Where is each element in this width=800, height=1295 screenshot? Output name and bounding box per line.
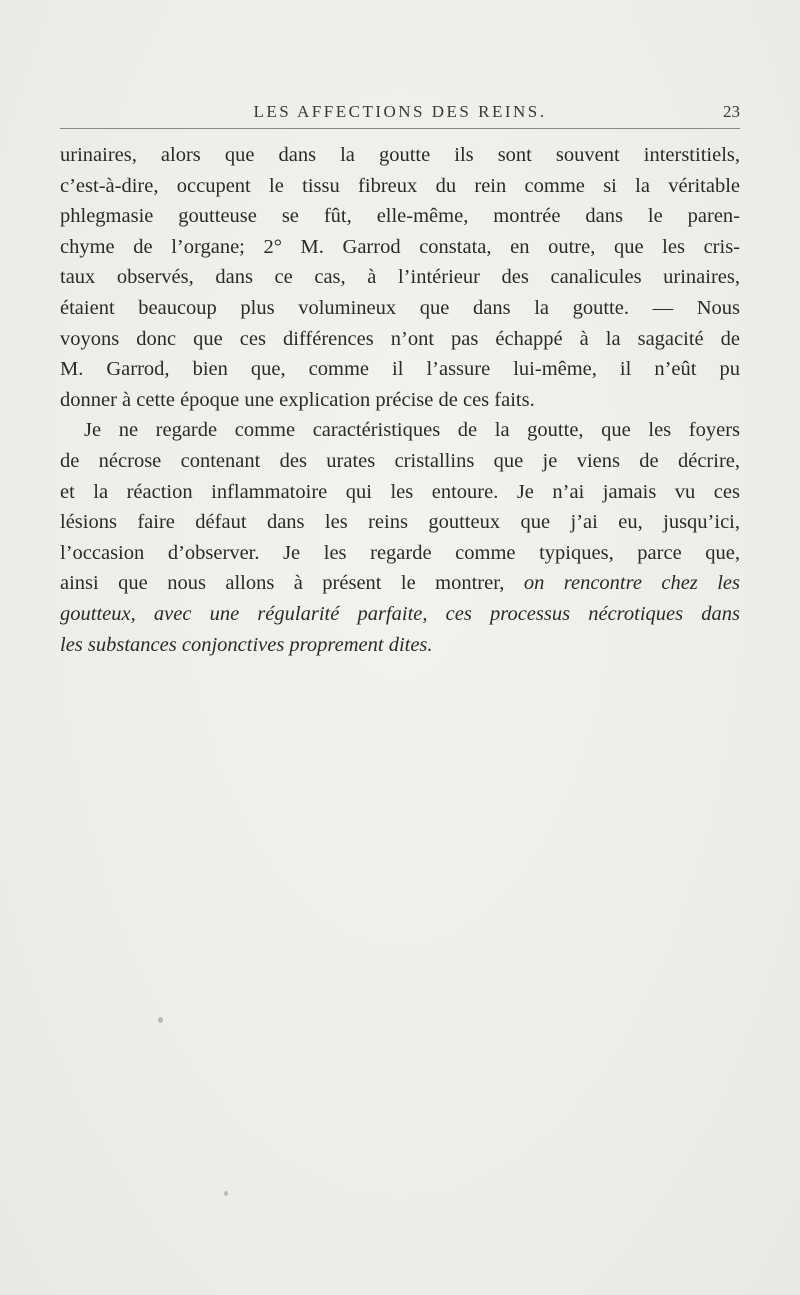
body-text xyxy=(60,140,740,660)
text-line: donner à cette époque une explication précise de ces faits. xyxy=(60,388,535,411)
text-line: urinaires, alors que dans la goutte ils sont souvent interstitiels, xyxy=(60,144,740,166)
italic-line: goutteux, avec une régularité parfaite, ces processus nécrotiques dans xyxy=(60,602,740,625)
text-line: étaient beaucoup plus volumineux que dans la goutte. — Nous xyxy=(60,296,740,319)
paper-speck xyxy=(224,1191,228,1196)
text-line: chyme de l’organe; 2° M. Garrod constata, en outre, que les cris- xyxy=(60,235,740,258)
paper-speck xyxy=(158,1017,163,1023)
text-line: et la réaction inflammatoire qui les entoure. Je n’ai jamais vu ces xyxy=(60,480,740,503)
text-line: M. Garrod, bien que, comme il l’assure lui-même, il n’eût pu xyxy=(60,358,740,381)
header-rule xyxy=(60,128,740,129)
running-head xyxy=(60,102,740,128)
italic-line: les substances conjonctives proprement dites. xyxy=(60,633,433,656)
text-line: l’occasion d’observer. Je les regarde comme typiques, parce que, xyxy=(60,541,740,564)
paragraph-start-line: Je ne regarde comme caractéristiques de la goutte, que les foyers xyxy=(84,419,740,442)
mixed-line xyxy=(60,568,740,599)
text-line: lésions faire défaut dans les reins goutteux que j’ai eu, jusqu’ici, xyxy=(60,511,740,534)
text-line: de nécrose contenant des urates cristallins que je viens de décrire, xyxy=(60,449,740,472)
running-title: LES AFFECTIONS DES REINS. xyxy=(253,102,547,121)
text-line: phlegmasie goutteuse se fût, elle-même, montrée dans le paren- xyxy=(60,205,740,228)
roman-segment: ainsi que nous allons à présent le montrer, xyxy=(60,572,524,595)
text-line: taux observés, dans ce cas, à l’intérieur des canalicules urinaires, xyxy=(60,266,740,289)
italic-segment: on rencontre chez les xyxy=(523,572,740,595)
page-number: 23 xyxy=(723,102,740,121)
text-line: c’est-à-dire, occupent le tissu fibreux du rein comme si la véritable xyxy=(60,174,740,197)
text-line: voyons donc que ces différences n’ont pas échappé à la sagacité de xyxy=(60,327,740,350)
